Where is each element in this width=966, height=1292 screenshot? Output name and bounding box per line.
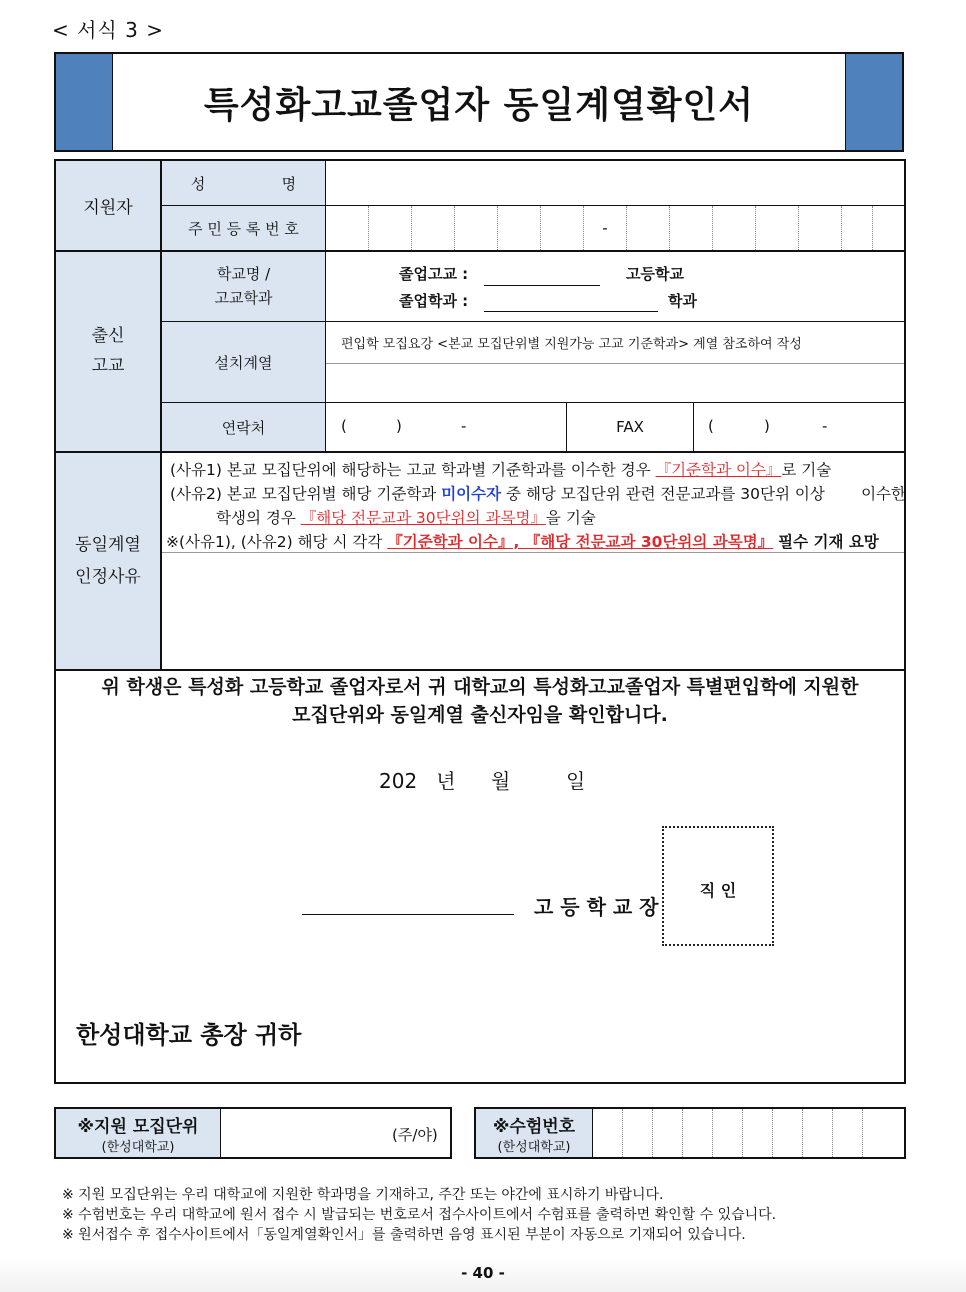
- reason-header-line2: 인정사유: [75, 567, 141, 587]
- reason2-middle: 중 해당 모집단위 관련 전문교과를 30단위 이상: [506, 485, 825, 503]
- application-unit-box: [54, 1107, 452, 1159]
- reason2-text: (사유2) 본교 모집단위별 해당 기준학과: [170, 485, 437, 503]
- contact-field[interactable]: [326, 403, 566, 450]
- application-unit-sub: (한성대학교): [101, 1140, 175, 1155]
- reason-line-4: [166, 530, 879, 552]
- school-header: [56, 251, 160, 451]
- reason2-emphasis: 미이수자: [441, 485, 502, 503]
- title-accent-left: [56, 54, 113, 150]
- field-label: 설치계열: [214, 353, 273, 372]
- addressee: 한성대학교 총장 귀하: [76, 1021, 302, 1049]
- reason-line-1: [170, 458, 831, 480]
- reason-header: [56, 453, 160, 669]
- grad-dept-underline[interactable]: [484, 311, 658, 312]
- day-night-label: (주/야): [392, 1126, 438, 1144]
- resident-number-separator: -: [602, 219, 608, 237]
- reason-input[interactable]: [162, 554, 904, 668]
- title-accent-right: [845, 54, 902, 150]
- resident-number-label: 주 민 등 록 번 호: [188, 219, 299, 238]
- fax-close-paren: ): [764, 417, 770, 435]
- reason3-emphasis: 『해당 전문교과 30단위의 과목명』: [300, 509, 546, 527]
- reason4-tail: 필수 기재 요망: [778, 533, 879, 551]
- reason2-end: 이수한: [861, 485, 906, 503]
- date-month: 월: [491, 769, 511, 793]
- exam-number-box: [474, 1107, 906, 1159]
- fax-field[interactable]: [694, 403, 904, 450]
- grad-school-suffix: 고등학교: [626, 265, 684, 283]
- school-header-line1: 출신: [91, 326, 125, 346]
- exam-number-sub: (한성대학교): [497, 1140, 571, 1155]
- footnote: ※ 원서접수 후 접수사이트에서「동일계열확인서」를 출력하면 음영 표시된 부분이 자동으로 기재되어 있습니다.: [62, 1227, 746, 1243]
- reason3-text: 학생의 경우: [216, 509, 296, 527]
- school-header-line2: 고교: [91, 356, 125, 376]
- reason4-text: ※(사유1), (사유2) 해당 시 각각: [166, 533, 383, 551]
- grad-school-label: 졸업고교 :: [399, 265, 469, 283]
- application-unit-label: ※지원 모집단위: [77, 1117, 199, 1137]
- confirmation-text: [56, 673, 904, 729]
- contact-dash: -: [461, 417, 467, 435]
- fax-open-paren: (: [708, 417, 714, 435]
- name-field[interactable]: [326, 162, 904, 204]
- grad-dept-label: 졸업학과 :: [399, 292, 469, 310]
- applicant-header: 지원자: [83, 198, 133, 218]
- field-input[interactable]: [326, 364, 904, 401]
- date-day: 일: [566, 769, 586, 793]
- principal-signature-line[interactable]: [302, 914, 514, 915]
- reason1-emphasis: 『기준학과 이수』: [655, 461, 782, 479]
- contact-label: 연락처: [221, 418, 266, 437]
- exam-number-field[interactable]: [593, 1109, 904, 1157]
- contact-open-paren: (: [341, 417, 347, 435]
- reason1-tail: 로 기술: [781, 461, 832, 479]
- page-number: - 40 -: [461, 1264, 505, 1282]
- reason4-emphasis: 『기준학과 이수』, 『해당 전문교과 30단위의 과목명』: [387, 533, 774, 551]
- school-name-label-line1: 학교명 /: [216, 265, 271, 283]
- name-label: 성 명: [190, 174, 297, 193]
- reason-line-3: [216, 506, 596, 528]
- principal-title: 고 등 학 교 장: [534, 895, 659, 919]
- reason-line-2: [170, 482, 906, 504]
- exam-number-label: ※수험번호: [492, 1117, 576, 1137]
- seal-label: 직 인: [699, 881, 737, 900]
- grad-school-underline[interactable]: [484, 285, 600, 286]
- reason-header-line1: 동일계열: [75, 535, 141, 555]
- confirmation-line2: 모집단위와 동일계열 출신자임을 확인합니다.: [292, 704, 668, 726]
- footnote: ※ 지원 모집단위는 우리 대학교에 지원한 학과명을 기재하고, 주간 또는 야간에 표시하기 바랍니다.: [62, 1187, 664, 1203]
- official-seal-box: [662, 826, 774, 946]
- certificate-form: [54, 159, 906, 1084]
- grad-dept-suffix: 학과: [668, 292, 697, 310]
- reason1-text: (사유1) 본교 모집단위에 해당하는 고교 학과별 기준학과를 이수한 경우: [170, 461, 651, 479]
- fax-dash: -: [822, 417, 828, 435]
- confirmation-line1: 위 학생은 특성화 고등학교 졸업자로서 귀 대학교의 특성화고교졸업자 특별편입학에 지원한: [101, 676, 859, 698]
- title-banner: [54, 52, 904, 152]
- reason3-tail: 을 기술: [545, 509, 596, 527]
- school-name-label: [162, 251, 325, 321]
- school-name-label-line2: 고교학과: [214, 289, 273, 307]
- document-title: 특성화고교졸업자 동일계열확인서: [203, 84, 755, 126]
- form-number-label: < 서식 3 >: [52, 18, 164, 42]
- footnote: ※ 수험번호는 우리 대학교에 원서 접수 시 발급되는 번호로서 접수사이트에서 수험표를 출력하면 확인할 수 있습니다.: [62, 1207, 777, 1223]
- date-year: 202 년: [379, 769, 456, 793]
- field-note: 편입학 모집요강 <본교 모집단위별 지원가능 고교 기준학과> 계열 참조하여 작성: [341, 337, 802, 352]
- fax-label: FAX: [616, 418, 644, 436]
- contact-close-paren: ): [396, 417, 402, 435]
